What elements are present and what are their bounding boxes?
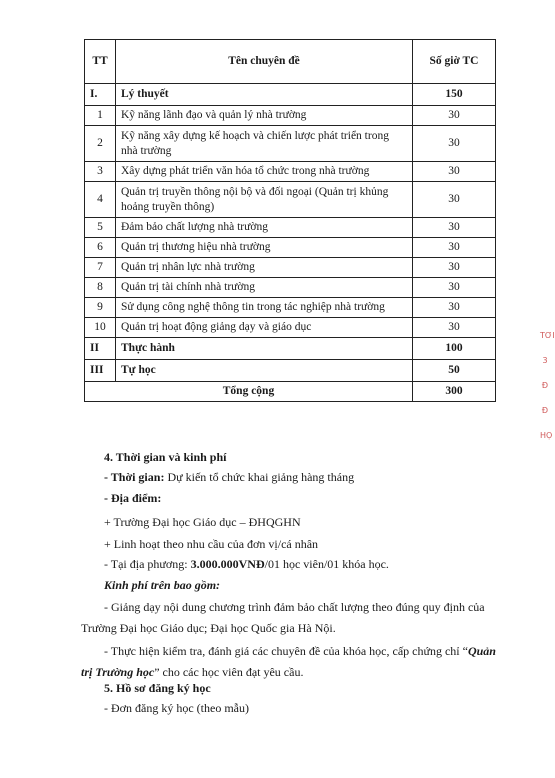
table-row: [85, 258, 496, 278]
cell-hours: 30: [413, 238, 496, 258]
total-row: [85, 382, 496, 402]
place-label: - Địa điểm:: [104, 491, 162, 505]
table-row: [85, 106, 496, 126]
table-row: [85, 182, 496, 218]
cell-tt: 8: [85, 278, 116, 298]
include-2b: trị Trường học” cho các học viên đạt yêu cầu.: [81, 665, 304, 679]
section-4-heading: 4. Thời gian và kinh phí: [104, 450, 227, 464]
cell-hours: 150: [413, 84, 496, 106]
table-row: [85, 298, 496, 318]
cell-topic: Lý thuyết: [116, 84, 413, 106]
cell-hours: 30: [413, 278, 496, 298]
cell-tt: 5: [85, 218, 116, 238]
header-hours: Số giờ TC: [413, 40, 496, 84]
cell-tt: II: [85, 338, 116, 360]
cell-topic: Quản trị nhân lực nhà trường: [116, 258, 413, 278]
stamp-mark: [540, 330, 555, 455]
table-row: [85, 278, 496, 298]
total-hours: 300: [413, 382, 496, 402]
cell-topic: Thực hành: [116, 338, 413, 360]
cell-hours: 30: [413, 218, 496, 238]
place-2: + Linh hoạt theo nhu cầu của đơn vị/cá nhân: [104, 537, 319, 551]
cell-tt: 6: [85, 238, 116, 258]
stamp-char: HỌ: [540, 431, 553, 440]
cell-tt: 7: [85, 258, 116, 278]
table-body: [85, 84, 496, 402]
cell-hours: 100: [413, 338, 496, 360]
cell-topic: Quản trị thương hiệu nhà trường: [116, 238, 413, 258]
course-table: [84, 39, 496, 402]
cell-tt: 10: [85, 318, 116, 338]
cell-hours: 30: [413, 162, 496, 182]
table-row: [85, 126, 496, 162]
table-row: [85, 162, 496, 182]
total-label: Tổng cộng: [85, 382, 413, 402]
cell-topic: Quản trị tài chính nhà trường: [116, 278, 413, 298]
cell-tt: 3: [85, 162, 116, 182]
cell-tt: I.: [85, 84, 116, 106]
cell-tt: III: [85, 360, 116, 382]
stamp-char: Đ: [541, 381, 549, 390]
table-row: [85, 218, 496, 238]
cell-hours: 30: [413, 298, 496, 318]
cell-tt: 1: [85, 106, 116, 126]
cell-topic: Kỹ năng xây dựng kế hoạch và chiến lược phát triển trong nhà trường: [116, 126, 413, 162]
cell-topic: Kỹ năng lãnh đạo và quản lý nhà trường: [116, 106, 413, 126]
table-row: [85, 238, 496, 258]
stamp-char: TƠI: [540, 331, 555, 340]
cell-hours: 30: [413, 126, 496, 162]
cell-hours: 30: [413, 106, 496, 126]
includes-heading: Kinh phí trên bao gồm:: [104, 578, 221, 592]
local-cost: - Tại địa phương: 3.000.000VNĐ/01 học viên/01 khóa học.: [104, 557, 389, 571]
stamp-char: Đ: [541, 406, 549, 415]
cell-tt: 2: [85, 126, 116, 162]
table-row: [85, 84, 496, 106]
header-topic: Tên chuyên đề: [116, 40, 413, 84]
cell-hours: 30: [413, 258, 496, 278]
include-2a: - Thực hiện kiểm tra, đánh giá các chuyên đề của khóa học, cấp chứng chỉ “Quản: [104, 644, 496, 658]
cell-hours: 30: [413, 318, 496, 338]
cell-hours: 50: [413, 360, 496, 382]
stamp-char: 3: [542, 356, 548, 365]
place-1: + Trường Đại học Giáo dục – ĐHQGHN: [104, 515, 301, 529]
cell-topic: Xây dựng phát triển văn hóa tổ chức trong nhà trường: [116, 162, 413, 182]
cell-topic: Quản trị hoạt động giảng dạy và giáo dục: [116, 318, 413, 338]
cell-tt: 4: [85, 182, 116, 218]
time-line: - Thời gian: Dự kiến tổ chức khai giảng hàng tháng: [104, 470, 355, 484]
include-1a: - Giảng dạy nội dung chương trình đảm bảo chất lượng theo đúng quy định của: [104, 600, 485, 614]
table-row: [85, 338, 496, 360]
cell-topic: Sử dụng công nghệ thông tin trong tác nghiệp nhà trường: [116, 298, 413, 318]
cell-topic: Tự học: [116, 360, 413, 382]
section-5-heading: 5. Hồ sơ đăng ký học: [104, 681, 211, 695]
cell-hours: 30: [413, 182, 496, 218]
table-row: [85, 360, 496, 382]
table-row: [85, 318, 496, 338]
header-tt: TT: [85, 40, 116, 84]
cell-topic: Đảm bảo chất lượng nhà trường: [116, 218, 413, 238]
include-1b: Trường Đại học Giáo dục; Đại học Quốc gia Hà Nội.: [81, 621, 336, 635]
section-5-item-1: - Đơn đăng ký học (theo mẫu): [104, 701, 249, 715]
cell-tt: 9: [85, 298, 116, 318]
cell-topic: Quản trị truyền thông nội bộ và đối ngoại (Quản trị khủng hoảng truyền thông): [116, 182, 413, 218]
